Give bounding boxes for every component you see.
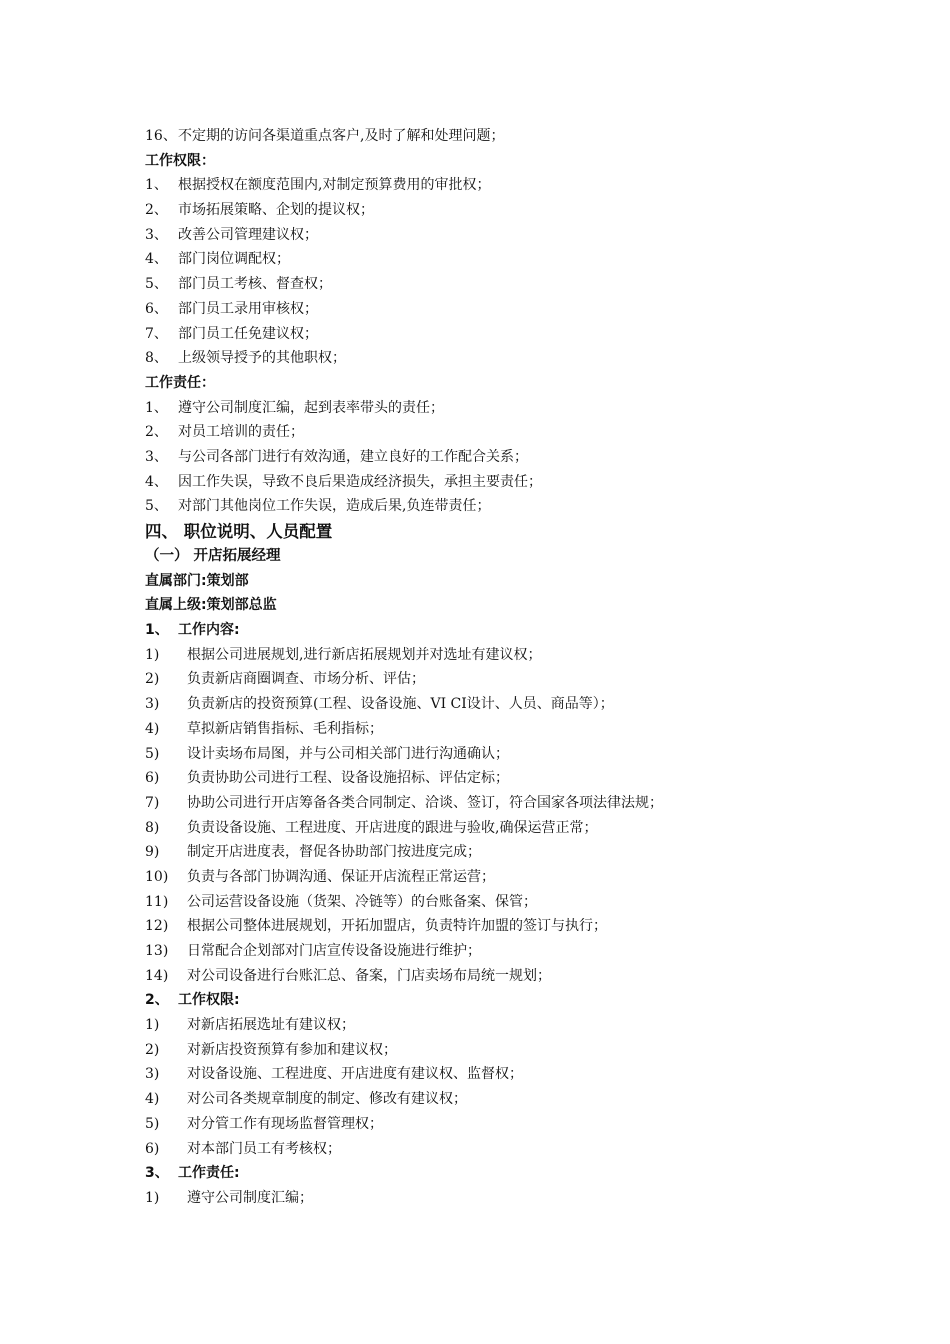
list-item (145, 742, 865, 767)
item-text: 对公司设备进行台账汇总、备案，门店卖场布局统一规划； (187, 967, 551, 984)
list-item (145, 198, 865, 223)
item-number: 14) (145, 967, 169, 984)
item-text: 遵守公司制度汇编； (187, 1189, 313, 1206)
item-number: 3) (145, 1066, 160, 1083)
list-item (145, 865, 865, 890)
list-item (145, 445, 865, 470)
list-item (145, 1013, 865, 1038)
list-item (145, 272, 865, 297)
section-heading (145, 371, 865, 396)
list-item (145, 247, 865, 272)
chapter-heading (145, 519, 865, 544)
item-text: 直属部门:策划部 (145, 572, 249, 589)
list-item (145, 173, 865, 198)
item-text: 不定期的访问各渠道重点客户,及时了解和处理问题； (178, 128, 505, 144)
item-number: 10) (145, 868, 169, 885)
section-heading (145, 569, 865, 594)
item-text: 对部门其他岗位工作失误，造成后果,负连带责任； (178, 498, 491, 515)
item-text: 制定开店进度表，督促各协助部门按进度完成； (187, 844, 481, 861)
list-item (145, 1137, 865, 1162)
list-item (145, 346, 865, 371)
item-number: 3、 (145, 448, 168, 465)
item-text: 直属上级:策划部总监 (145, 597, 277, 614)
item-text: （一） 开店拓展经理 (145, 548, 281, 564)
item-text: 根据授权在额度范围内,对制定预算费用的审批权； (178, 177, 491, 194)
item-text: 与公司各部门进行有效沟通，建立良好的工作配合关系； (178, 448, 528, 465)
item-number: 6) (145, 1140, 160, 1157)
item-number: 4) (145, 720, 160, 737)
item-text: 工作责任： (145, 374, 215, 391)
list-item (145, 964, 865, 989)
item-text: 市场拓展策略、企划的提议权； (178, 202, 374, 219)
item-number: 8) (145, 819, 160, 836)
item-number: 9) (145, 844, 160, 861)
list-item (145, 717, 865, 742)
item-text: 改善公司管理建议权； (178, 226, 318, 243)
item-number: 4) (145, 1091, 160, 1108)
item-number: 4、 (145, 473, 168, 490)
list-item (145, 396, 865, 421)
document-page (145, 124, 865, 1211)
item-number: 5、 (145, 498, 168, 515)
item-number: 5) (145, 745, 160, 762)
list-item (145, 1087, 865, 1112)
list-item (145, 124, 865, 149)
item-text: 日常配合企划部对门店宣传设备设施进行维护； (187, 943, 481, 959)
item-text: 根据公司整体进展规划，开拓加盟店，负责特许加盟的签订与执行； (187, 918, 607, 935)
item-text: 协助公司进行开店筹备各类合同制定、洽谈、签订，符合国家各项法律法规； (187, 794, 663, 811)
list-item (145, 890, 865, 915)
item-number: 3、 (145, 1165, 169, 1182)
list-item (145, 297, 865, 322)
item-text: 上级领导授予的其他职权； (178, 350, 346, 367)
item-number: 13) (145, 943, 169, 959)
item-text: 负责协助公司进行工程、设备设施招标、评估定标； (187, 770, 509, 787)
list-item (145, 420, 865, 445)
item-number: 12) (145, 918, 169, 935)
item-number: 5) (145, 1115, 160, 1132)
item-number: 6) (145, 770, 160, 787)
list-item (145, 667, 865, 692)
item-text: 部门员工考核、督查权； (178, 276, 332, 293)
item-number: 2、 (145, 992, 169, 1009)
item-text: 工作权限: (178, 992, 240, 1009)
list-item (145, 322, 865, 347)
item-text: 负责新店的投资预算(工程、设备设施、VI CI设计、人员、商品等）； (187, 696, 614, 713)
list-item (145, 1112, 865, 1137)
sub-heading (145, 544, 865, 569)
item-text: 负责设备设施、工程进度、开店进度的跟进与验收,确保运营正常； (187, 819, 598, 836)
item-number: 2、 (145, 424, 168, 441)
item-number: 8、 (145, 350, 168, 367)
item-text: 公司运营设备设施（货架、冷链等）的台账备案、保管； (187, 893, 537, 910)
item-text: 四、 职位说明、人员配置 (145, 522, 333, 541)
item-number: 1、 (145, 622, 169, 639)
item-number: 1) (145, 646, 160, 663)
list-item (145, 939, 865, 964)
item-text: 根据公司进展规划,进行新店拓展规划并对选址有建议权； (187, 646, 542, 663)
list-item (145, 791, 865, 816)
item-text: 负责与各部门协调沟通、保证开店流程正常运营； (187, 868, 495, 885)
list-item (145, 692, 865, 717)
item-text: 部门员工录用审核权； (178, 300, 318, 317)
item-number: 11) (145, 893, 169, 910)
item-number: 1) (145, 1017, 160, 1034)
item-text: 工作责任: (178, 1165, 240, 1182)
item-number: 16、 (145, 128, 177, 144)
item-number: 3) (145, 696, 160, 713)
item-text: 对本部门员工有考核权； (187, 1140, 341, 1157)
list-item (145, 643, 865, 668)
item-number: 1) (145, 1189, 160, 1206)
item-text: 对设备设施、工程进度、开店进度有建议权、监督权； (187, 1066, 523, 1083)
section-heading (145, 593, 865, 618)
item-text: 对新店投资预算有参加和建议权； (187, 1041, 397, 1058)
item-number: 2、 (145, 202, 168, 219)
list-item (145, 914, 865, 939)
item-text: 工作内容: (178, 622, 240, 639)
item-number: 2) (145, 1041, 160, 1058)
item-number: 4、 (145, 251, 168, 268)
numbered-heading (145, 618, 865, 643)
item-text: 部门员工任免建议权； (178, 325, 318, 342)
item-text: 对新店拓展选址有建议权； (187, 1017, 355, 1034)
list-item (145, 766, 865, 791)
item-text: 工作权限： (145, 152, 215, 169)
list-item (145, 1062, 865, 1087)
list-item (145, 1038, 865, 1063)
item-number: 5、 (145, 276, 168, 293)
item-number: 2) (145, 671, 160, 688)
list-item (145, 816, 865, 841)
list-item (145, 840, 865, 865)
item-text: 设计卖场布局图，并与公司相关部门进行沟通确认； (187, 745, 509, 762)
list-item (145, 494, 865, 519)
numbered-heading (145, 1161, 865, 1186)
item-number: 1、 (145, 399, 168, 416)
item-text: 因工作失误，导致不良后果造成经济损失，承担主要责任； (178, 473, 542, 490)
item-number: 7、 (145, 325, 168, 342)
numbered-heading (145, 988, 865, 1013)
item-text: 对员工培训的责任； (178, 424, 304, 441)
list-item (145, 1186, 865, 1211)
item-text: 负责新店商圈调查、市场分析、评估； (187, 671, 425, 688)
item-text: 部门岗位调配权； (178, 251, 290, 268)
list-item (145, 223, 865, 248)
item-text: 草拟新店销售指标、毛利指标； (187, 720, 383, 737)
item-text: 遵守公司制度汇编，起到表率带头的责任； (178, 399, 444, 416)
item-number: 7) (145, 794, 160, 811)
item-number: 6、 (145, 300, 168, 317)
section-heading (145, 149, 865, 174)
list-item (145, 470, 865, 495)
item-text: 对分管工作有现场监督管理权； (187, 1115, 383, 1132)
item-text: 对公司各类规章制度的制定、修改有建议权； (187, 1091, 467, 1108)
item-number: 1、 (145, 177, 168, 194)
item-number: 3、 (145, 226, 168, 243)
